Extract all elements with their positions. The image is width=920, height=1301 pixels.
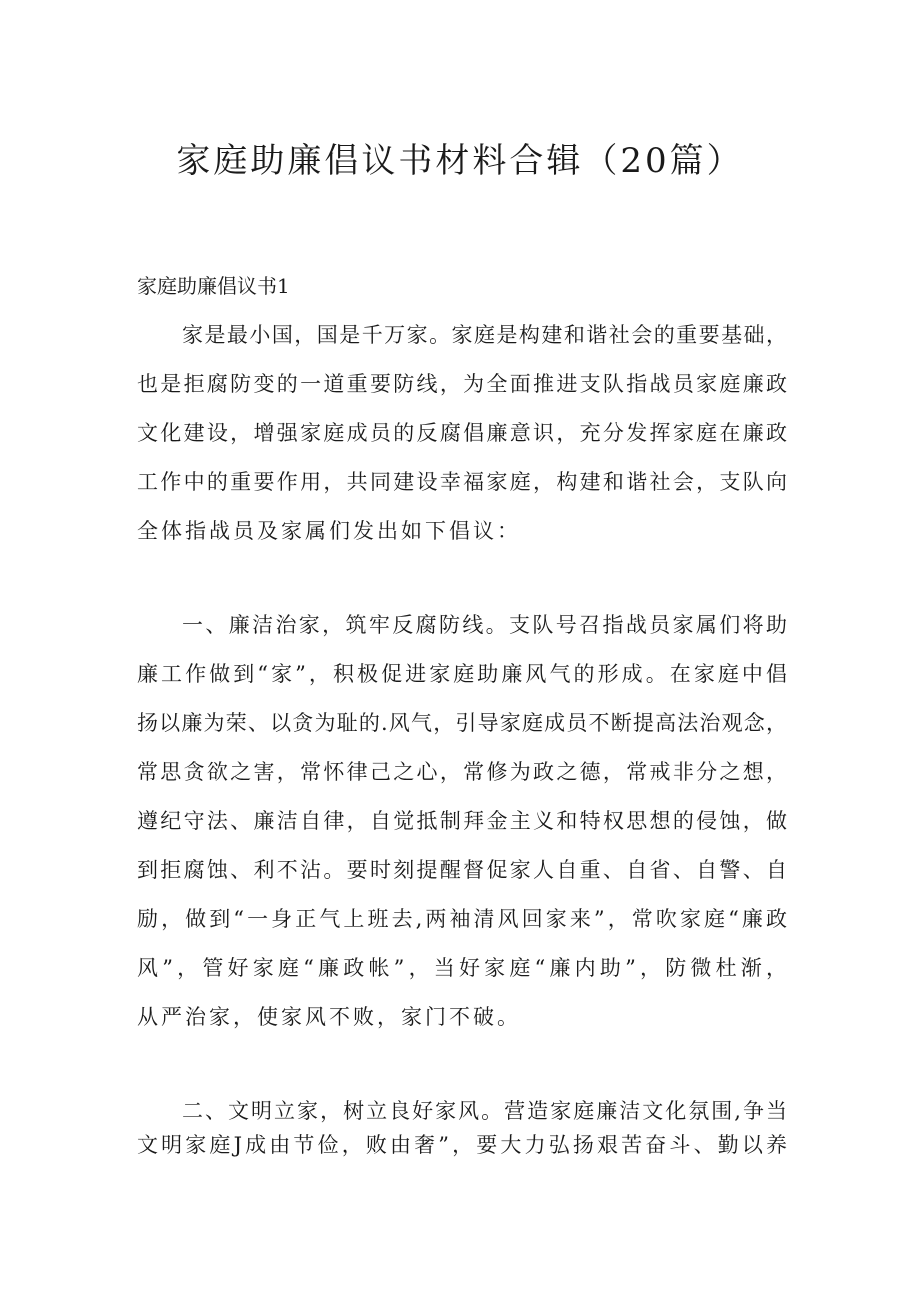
paragraph-1-line-1: 家是最小国，国是千万家。家庭是构建和谐社会的重要基础， [182, 323, 787, 347]
paragraph-2-line-9: 从严治家，使家风不败，家门不破。 [137, 1005, 521, 1029]
paragraph-1-line-2: 也是拒腐防变的一道重要防线，为全面推进支队指战员家庭廉政 [137, 372, 787, 396]
paragraph-3-line-2: 文明家庭J成由节俭，败由奢”，要大力弘扬艰苦奋斗、勤以养 [137, 1133, 787, 1157]
paragraph-2-line-6: 到拒腐蚀、利不沾。要时刻提醒督促家人自重、自省、自警、自 [137, 858, 787, 882]
paragraph-3-line-1: 二、文明立家，树立良好家风。营造家庭廉洁文化氛围,争当 [182, 1099, 787, 1123]
paragraph-2-line-1: 一、廉洁治家，筑牢反腐防线。支队号召指战员家属们将助 [182, 613, 787, 637]
paragraph-2-line-8: 风”，管好家庭“廉政帐”，当好家庭“廉内助”，防微杜渐， [137, 956, 787, 980]
paragraph-2-line-4: 常思贪欲之害，常怀律己之心，常修为政之德，常戒非分之想， [137, 760, 787, 784]
paragraph-1-line-5: 全体指战员及家属们发出如下倡议： [137, 519, 521, 543]
paragraph-2-line-2: 廉工作做到“家”，积极促进家庭助廉风气的形成。在家庭中倡 [137, 662, 787, 686]
paragraph-2-line-3: 扬以廉为荣、以贪为耻的.风气，引导家庭成员不断提高法治观念， [137, 711, 787, 735]
paragraph-2-line-7: 励，做到“一身正气上班去,两袖清风回家来”，常吹家庭“廉政 [137, 907, 787, 931]
paragraph-2-line-5: 遵纪守法、廉洁自律，自觉抵制拜金主义和特权思想的侵蚀，做 [137, 809, 787, 833]
document-title: 家庭助廉倡议书材料合辑（20篇） [176, 141, 744, 181]
section-heading: 家庭助廉倡议书1 [137, 274, 290, 298]
paragraph-1-line-4: 工作中的重要作用，共同建设幸福家庭，构建和谐社会，支队向 [137, 470, 787, 494]
paragraph-1-line-3: 文化建设，增强家庭成员的反腐倡廉意识，充分发挥家庭在廉政 [137, 421, 787, 445]
